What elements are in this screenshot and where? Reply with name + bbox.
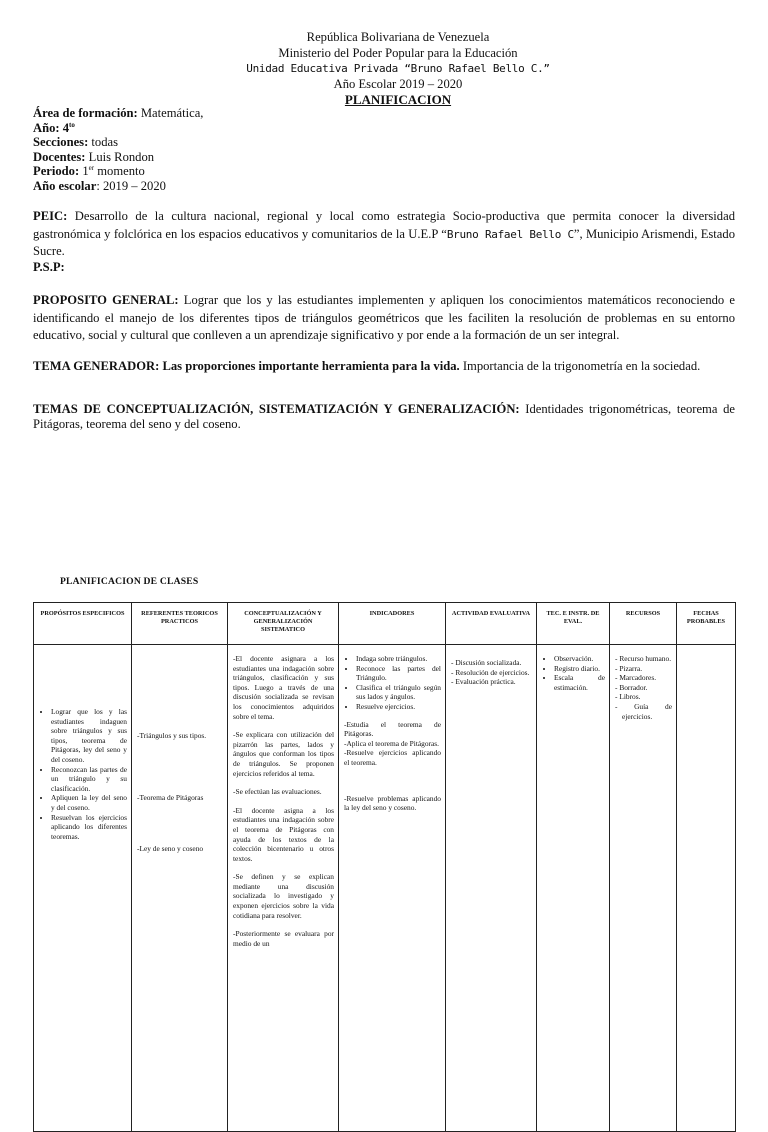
header-cell: REFERENTES TEORICOS PRACTICOS — [132, 603, 228, 645]
period-row — [33, 164, 203, 179]
header-cell: CONCEPTUALIZACIÓN Y GENERALIZACIÓN SISTEMATICO — [228, 603, 339, 645]
period-suffix: er — [88, 164, 95, 173]
list-item: - Guía de ejercicios. — [615, 701, 672, 721]
list-item: • Indaga sobre triángulos. — [356, 654, 441, 664]
year-row — [33, 121, 203, 136]
resources-cell — [610, 645, 677, 1132]
psp-label: P.S.P: — [33, 260, 65, 274]
generator-theme-text: Importancia de la trigonometría en la sociedad. — [462, 359, 701, 373]
general-purpose-text: Lograr que los y las estudiantes implementen y apliquen los conocimientos matemáticos reconociendo e identificando el manejo de los diferentes tipos de triángulos geométricos que les faciliten la resolución de problemas en su entorno educativo, social y cultural que conlleven a un aprendizaje significativo y por ende a la formación de un ser integral. — [33, 293, 735, 342]
list-item: • Registro diario. — [554, 664, 605, 674]
peic-paragraph — [33, 208, 735, 261]
school-year-label: Año escolar — [33, 178, 97, 193]
year-label: Año: — [33, 120, 60, 135]
header-ministry: Ministerio del Poder Popular para la Educación — [278, 45, 518, 60]
list-item: -Se efectúan las evaluaciones. — [233, 787, 322, 797]
document-title: PLANIFICACION — [344, 92, 452, 107]
year-suffix: to — [69, 120, 75, 129]
area-row — [33, 106, 203, 121]
generator-theme-paragraph — [33, 358, 735, 376]
list-item: • Observación. — [554, 654, 605, 664]
list-item: - Borrador. — [615, 682, 648, 692]
list-item: -Se explicara con utilización del pizarrón las partes, lados y ángulos que conforman los tipos de triángulos. Se proponen ejercicios referidos al tema. — [233, 730, 334, 778]
year-value: 4 — [62, 120, 70, 135]
school-year-row — [33, 179, 203, 194]
list-item: -Se definen y se explican mediante una discusión socializada lo investigado y exponen ejercicios sobre la vida cotidiana para resolver. — [233, 872, 334, 920]
period-value: 1 — [82, 164, 89, 179]
class-plan-title: PLANIFICACION DE CLASES — [60, 576, 199, 587]
general-purpose-label: PROPOSITO GENERAL: — [33, 293, 179, 307]
themes-label: TEMAS DE CONCEPTUALIZACIÓN, SISTEMATIZACIÓN Y GENERALIZACIÓN: — [33, 402, 520, 416]
period-label: Periodo: — [33, 164, 80, 179]
teachers-value: Luis Rondon — [88, 149, 155, 164]
course-info — [33, 106, 203, 194]
list-item: -Aplica el teorema de Pitágoras. — [344, 738, 440, 748]
list-item: -Estudia el teorema de Pitágoras. — [344, 719, 441, 739]
generator-theme-label: TEMA GENERADOR: Las proporciones importante herramienta para la vida. — [33, 359, 460, 373]
list-item: • Resuelve ejercicios. — [356, 702, 441, 712]
list-item: -Resuelve ejercicios aplicando el teorema. — [344, 748, 441, 767]
header-cell: TEC. E INSTR. DE EVAL. — [537, 603, 610, 645]
area-label: Área de formación: — [33, 106, 138, 120]
theoretical-references-cell — [132, 645, 228, 1132]
evaluation-techniques-cell — [537, 645, 610, 1132]
general-purpose-paragraph — [33, 292, 735, 345]
header-cell: ACTIVIDAD EVALUATIVA — [446, 603, 537, 645]
peic-label: PEIC: — [33, 209, 68, 223]
list-item: • Reconozcan las partes de un triángulo y su clasificación. — [51, 765, 127, 794]
sections-value: todas — [91, 135, 119, 150]
list-item: • Lograr que los y las estudiantes indaguen sobre triángulos y sus tipos, teorema de Pitágoras, ley del seno y del coseno. — [51, 707, 127, 765]
header-school: Unidad Educativa Privada “Bruno Rafael Bello C.” — [246, 62, 550, 75]
document-header — [0, 30, 768, 108]
conceptualization-cell — [228, 645, 339, 1132]
sections-row — [33, 135, 203, 150]
peic-text-2: ”, Municipio Arismendi, Estado Sucre. — [33, 226, 735, 258]
peic-text-1: Desarrollo de la cultura nacional, regional y local como estrategia Socio-productiva que permita conocer la diversidad gastronómica y folclórica en los espacios educativos y comunitarios de la U.E.P “ — [33, 209, 735, 241]
indicators-cell — [339, 645, 446, 1132]
list-item: -Teorema de Pitágoras — [137, 792, 204, 802]
list-item: - Libros. — [615, 692, 641, 702]
header-cell: RECURSOS — [610, 603, 677, 645]
header-school-year: Año Escolar 2019 – 2020 — [333, 76, 463, 91]
list-item: -El docente asigna a los estudiantes una indagación sobre el teorema de Pitágoras con ayuda de los textos de la colección bicentenario u otros textos. — [233, 805, 334, 863]
header-cell: INDICADORES — [339, 603, 446, 645]
list-item: • Apliquen la ley del seno y del coseno. — [51, 793, 127, 812]
area-value: Matemática, — [140, 106, 204, 120]
list-item: - Pizarra. — [615, 663, 643, 673]
teachers-label: Docentes: — [33, 149, 86, 164]
school-year-value: : 2019 – 2020 — [96, 178, 166, 193]
list-item: • Clasifica el triángulo según sus lados y ángulos. — [356, 683, 441, 702]
list-item: - Marcadores. — [615, 673, 657, 683]
list-item: - Recurso humano. — [615, 654, 672, 663]
specific-purposes-cell — [34, 645, 132, 1132]
table-row — [34, 645, 736, 1132]
period-rest: momento — [97, 164, 145, 179]
list-item: -El docente asignara a los estudiantes una indagación sobre triángulos, clasificación y sus tipos. Luego a través de una discusión socializada se revisan los conocimientos adquiridos sobre el tema. — [233, 654, 334, 721]
header-republic: República Bolivariana de Venezuela — [306, 30, 490, 44]
list-item: -Posteriormente se evaluara por medio de un — [233, 929, 334, 948]
list-item: - Discusión socializada. — [451, 658, 522, 667]
sections-label: Secciones: — [33, 135, 89, 150]
list-item: -Ley de seno y coseno — [137, 844, 204, 854]
list-item: • Escala de estimación. — [554, 673, 605, 692]
themes-paragraph — [33, 402, 735, 432]
peic-school-name: Bruno Rafael Bello C — [446, 227, 574, 241]
header-cell: PROPÓSITOS ESPECIFICOS — [34, 603, 132, 645]
teachers-row — [33, 150, 203, 165]
evaluation-activity-cell — [446, 645, 537, 1132]
header-cell: FECHAS PROBABLES — [677, 603, 736, 645]
list-item: - Resolución de ejercicios. — [451, 667, 530, 677]
list-item: -Resuelve problemas aplicando la ley del seno y coseno. — [344, 793, 441, 813]
probable-dates-cell — [677, 645, 736, 1132]
table-header-row — [34, 603, 736, 645]
themes-text: Identidades trigonométricas, teorema de Pitágoras, teorema del seno y del coseno. — [33, 402, 736, 431]
list-item: • Reconoce las partes del Triángulo. — [356, 664, 441, 683]
class-plan-table — [33, 602, 736, 1132]
psp-paragraph — [33, 259, 735, 277]
list-item: - Evaluación práctica. — [451, 677, 516, 687]
list-item: • Resuelvan los ejercicios aplicando los diferentes teoremas. — [51, 813, 127, 842]
list-item: -Triángulos y sus tipos. — [137, 731, 207, 740]
